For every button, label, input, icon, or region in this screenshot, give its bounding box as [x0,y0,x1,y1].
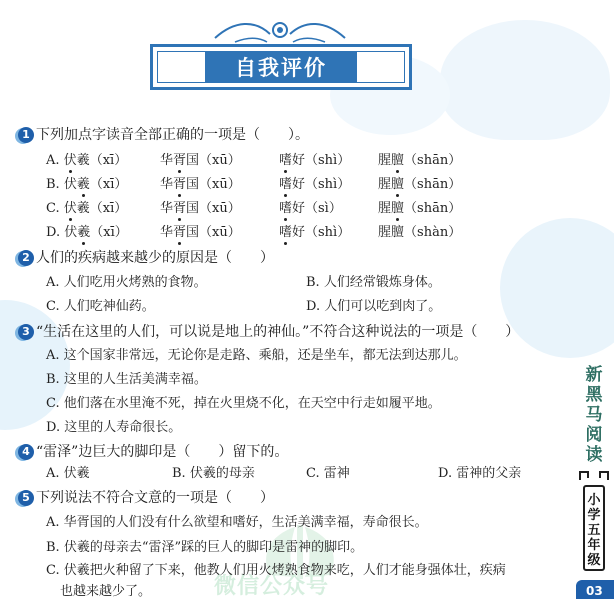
question-2-option-a: A. 人们吃用火烤熟的食物。 [46,275,207,290]
question-2-option-b: B. 人们经常锻炼身体。 [306,275,441,290]
question-5-option-a: A. 华胥国的人们没有什么欲望和嗜好，生活美满幸福，寿命很长。 [46,515,428,530]
background-cloud [440,20,610,140]
worksheet-page: 微信公众号 自我评价 1 下列加点字读音全部正确的一项是（ ）。 A. 伏羲（xī） 华胥国（xū） 嗜好（shì） 腥膻（shān） B. 伏羲（xī） 华胥国（xū） 嗜好（shì） 腥膻（shān） C. 伏羲（xī） 华胥国（xū） 嗜好（sì） 腥膻（shān） D. 伏羲（xī） 华胥国（xū） 嗜好（shì） 腥膻（shàn） 2 人们的疾病越来越少的原因是（ ） A. 人们吃用火烤熟的食物。 B. 人们经常锻炼身体。 C. 人们吃神仙药。 D. 人们可以吃到肉了。 3 “生活在这里的人们，可以说是地上的神仙。”不符合这种说法的一项是（ ） A. 这个国家非常远，无论你是走路、乘船，还是坐车，都无法到达那儿。 B. 这里的人生活美满幸福。 C. 他们落在水里淹不死，掉在火里烧不化，在天空中行走如履平地。 D. 这里的人寿命很长。 4 “雷泽”边巨大的脚印是（ ）留下的。 A. 伏羲 B. 伏羲的母亲 C. 雷神 D. 雷神的父亲 5 下列说法不符合文意的一项是（ ） A. 华胥国的人们没有什么欲望和嗜好，生活美满幸福，寿命很长。 B. 伏羲的母亲去“雷泽”踩的巨人的脚印是雷神的脚印。 C. 伏羲把火种留了下来，他教人们用火烤熟食物来吃，人们才能身强体壮，疾病 也越来越少了。 新 黑 马 阅 读 小 学 五 年 级 03 [0,0,614,599]
question-number-badge: 2 [18,250,34,266]
question-3-option-c: C. 他们落在水里淹不死，掉在火里烧不化，在天空中行走如履平地。 [46,396,441,411]
page-title: 自我评价 [205,51,357,83]
question-5-option-c: C. 伏羲把火种留了下来，他教人们用火烤熟食物来吃，人们才能身强体壮，疾病 [46,563,506,578]
question-number-badge: 3 [18,324,34,340]
question-text: 下列加点字读音全部正确的一项是（ ）。 [36,127,309,143]
banner-ornament-icon [205,14,355,46]
title-banner [150,44,412,90]
question-3-option-a: A. 这个国家非常远，无论你是走路、乘船，还是坐车，都无法到达那儿。 [46,348,467,363]
question-3-stem [18,323,519,341]
grade-label: 小 学 五 年 级 [583,485,605,571]
question-3-option-d: D. 这里的人寿命很长。 [46,420,182,435]
question-4-option-b: B. 伏羲的母亲 [172,466,255,481]
watermark-text: 微信公众号 [214,574,330,599]
series-title-vertical: 新 黑 马 阅 读 [585,365,603,465]
question-4-option-c: C. 雷神 [306,466,350,481]
question-3-option-b: B. 这里的人生活美满幸福。 [46,372,207,387]
question-text: 下列说法不符合文意的一项是（ ） [36,490,274,506]
question-text: 人们的疾病越来越少的原因是（ ） [36,250,274,266]
bracket-ornament-icon [578,470,610,482]
question-number-badge: 1 [18,127,34,143]
question-2-option-d: D. 人们可以吃到肉了。 [306,299,442,314]
question-4-stem [18,443,288,461]
question-5-option-b: B. 伏羲的母亲去“雷泽”踩的巨人的脚印是雷神的脚印。 [46,540,364,555]
question-4-option-a: A. 伏羲 [46,466,90,481]
question-2-option-c: C. 人们吃神仙药。 [46,299,155,314]
question-2-stem [18,249,274,267]
question-number-badge: 5 [18,490,34,506]
question-number-badge: 4 [18,444,34,460]
page-number: 03 [586,584,603,598]
question-5-option-c-continued: 也越来越少了。 [60,584,152,599]
question-5-stem [18,489,274,507]
question-text: “生活在这里的人们，可以说是地上的神仙。”不符合这种说法的一项是（ ） [36,324,520,340]
question-4-option-d: D. 雷神的父亲 [438,466,522,481]
question-1-stem [18,126,309,144]
question-text: “雷泽”边巨大的脚印是（ ）留下的。 [36,444,289,460]
